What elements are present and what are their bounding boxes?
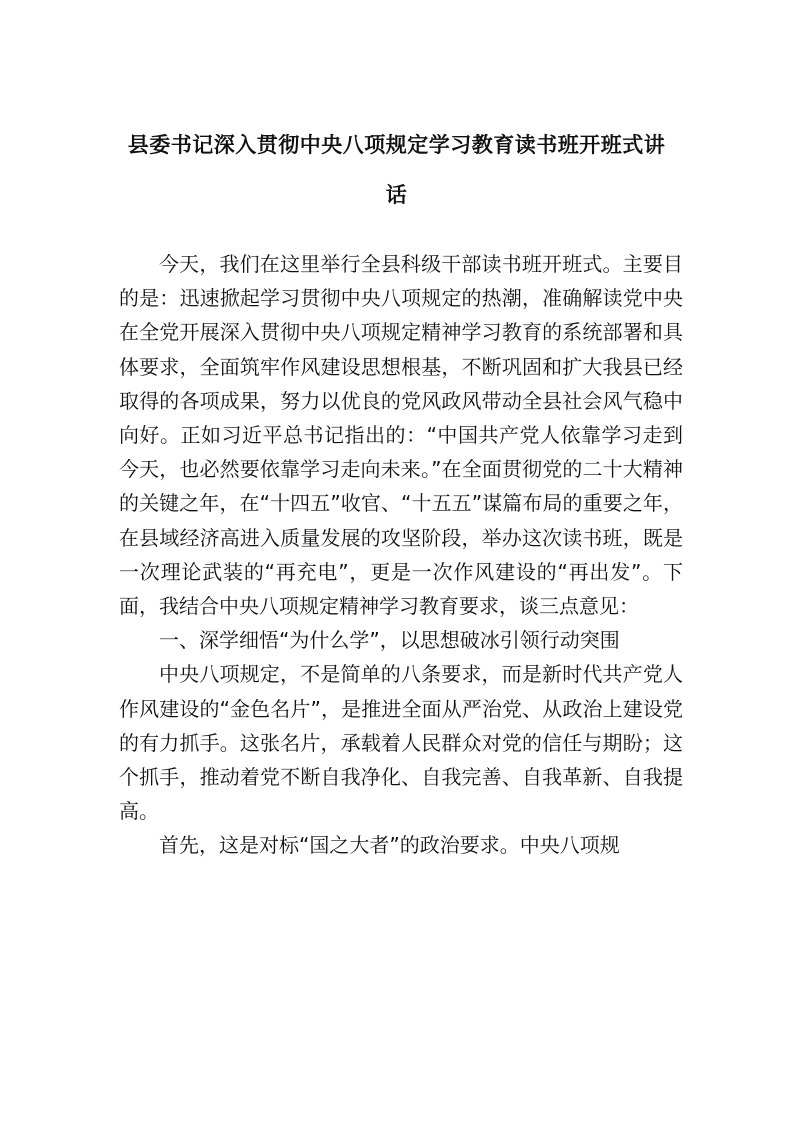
- document-title-line-2: 话: [385, 182, 408, 207]
- document-body: [119, 247, 683, 863]
- body-paragraph-intro: 今天，我们在这里举行全县科级干部读书班开班式。主要目的是：迅速掀起学习贯彻中央八项规定的热潮，准确解读党中央在全党开展深入贯彻中央八项规定精神学习教育的系统部署和具体要求，全面筑牢作风建设思想根基，不断巩固和扩大我县已经取得的各项成果，努力以优良的党风政风带动全县社会风气稳中向好。正如习近平总书记指出的：“中国共产党人依靠学习走到今天，也必然要依靠学习走向未来。”在全面贯彻党的二十大精神的关键之年，在“十四五”收官、“十五五”谋篇布局的重要之年，在县域经济高进入质量发展的攻坚阶段，举办这次读书班，既是一次理论武装的“再充电”，更是一次作风建设的“再出发”。下面，我结合中央八项规定精神学习教育要求，谈三点意见：: [119, 252, 683, 619]
- section-heading-1: 一、深学细悟“为什么学”，以思想破冰引领行动突围: [159, 628, 620, 653]
- body-paragraph-section-1: 中央八项规定，不是简单的八条要求，而是新时代共产党人作风建设的“金色名片”，是推进全面从严治党、从政治上建设党的有力抓手。这张名片，承载着人民群众对党的信任与期盼；这个抓手，推动着党不断自我净化、自我完善、自我革新、自我提高。: [119, 662, 683, 824]
- document-title-line-1: 县委书记深入贯彻中央八项规定学习教育读书班开班式讲: [127, 132, 666, 157]
- body-paragraph-first-point: 首先，这是对标“国之大者”的政治要求。中央八项规: [159, 833, 620, 858]
